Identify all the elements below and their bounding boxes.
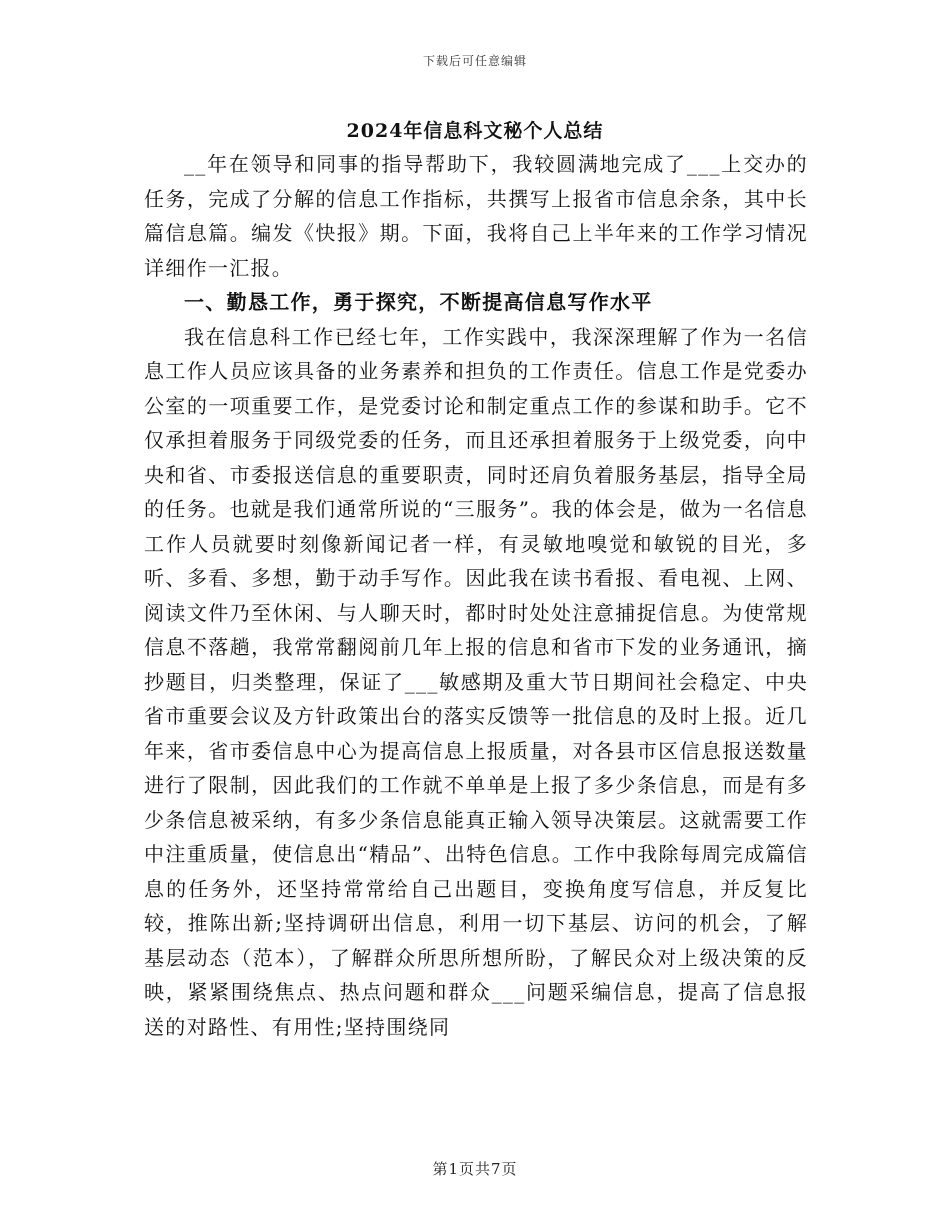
section-paragraph: 我在信息科工作已经七年，工作实践中，我深深理解了作为一名信息工作人员应该具备的业务素养和担负的工作责任。信息工作是党委办公室的一项重要工作，是党委讨论和制定重点工作的参谋和助手。它不仅承担着服务于同级党委的任务，而且还承担着服务于上级党委，向中央和省、市委报送信息的重要职责，同时还肩负着服务基层，指导全局的任务。也就是我们通常所说的“三服务”。我的体会是，做为一名信息工作人员就要时刻像新闻记者一样，有灵敏地嗅觉和敏锐的目光，多听、多看、多想，勤于动手写作。因此我在读书看报、看电视、上网、阅读文件乃至休闲、与人聊天时，都时时处处注意捕捉信息。为使常规信息不落趟，我常常翻阅前几年上报的信息和省市下发的业务通讯，摘抄题目，归类整理，保证了___敏感期及重大节日期间社会稳定、中央省市重要会议及方针政策出台的落实反馈等一批信息的及时上报。近几年来，省市委信息中心为提高信息上报质量，对各县市区信息报送数量进行了限制，因此我们的工作就不单单是上报了多少条信息，而是有多少条信息被采纳，有多少条信息能真正输入领导决策层。这就需要工作中注重质量，使信息出“精品”、出特色信息。工作中我除每周完成篇信息的任务外，还坚持常常给自己出题目，变换角度写信息，并反复比较，推陈出新;坚持调研出信息，利用一切下基层、访问的机会，了解基层动态（范本），了解群众所思所想所盼，了解民众对上级决策的反映，紧紧围绕焦点、热点问题和群众___问题采编信息，提高了信息报送的对路性、有用性;坚持围绕同 bbox=[144, 324, 808, 1039]
intro-paragraph: __年在领导和同事的指导帮助下，我较圆满地完成了___上交办的任务，完成了分解的信息工作指标，共撰写上报省市信息余条，其中长篇信息篇。编发《快报》期。下面，我将自己上半年来的工作学习情况详细作一汇报。 bbox=[144, 152, 808, 280]
document-title: 2024年信息科文秘个人总结 bbox=[346, 120, 604, 142]
section-heading: 一、勤恳工作，勇于探究，不断提高信息写作水平 bbox=[184, 290, 653, 314]
header-note: 下载后可任意编辑 bbox=[422, 54, 527, 68]
page-number: 第1页共7页 bbox=[432, 1160, 518, 1178]
document-body bbox=[144, 147, 808, 1044]
